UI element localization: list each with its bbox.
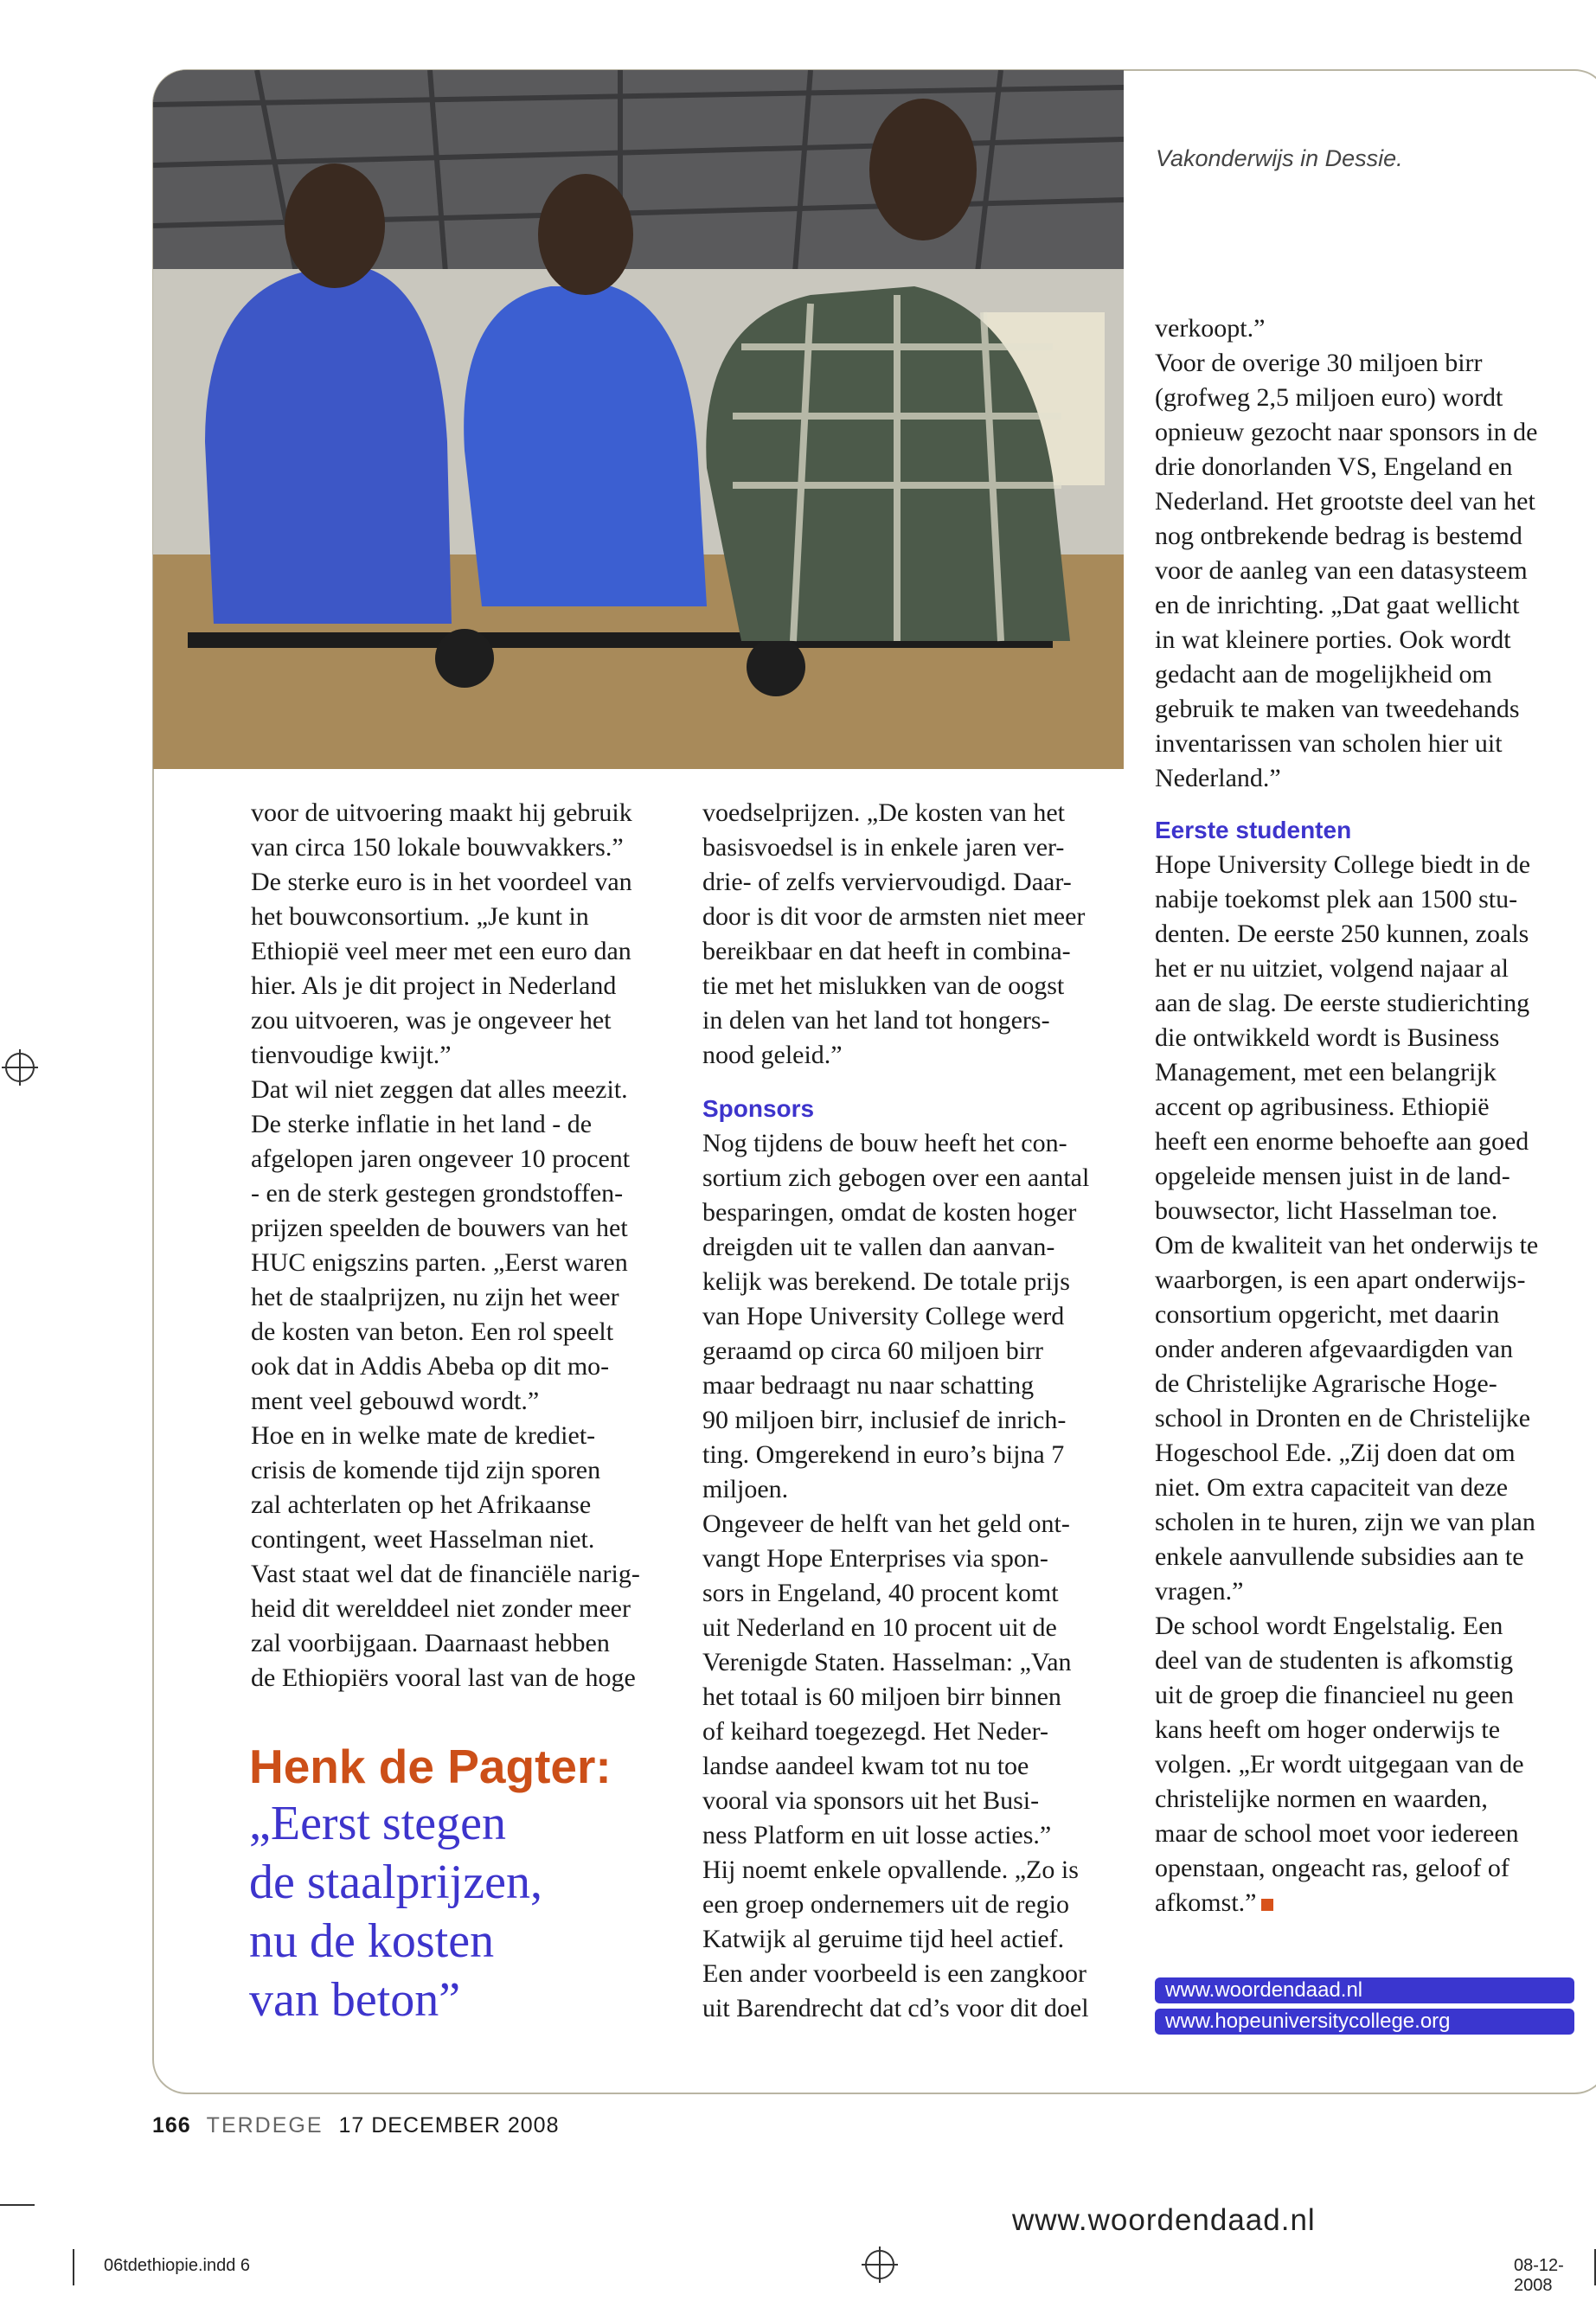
text-line: Voor de overige 30 miljoen birr [1155,349,1483,377]
text-line: vragen.” [1155,1577,1244,1606]
text-line: voor de aanleg van een datasysteem [1155,556,1528,585]
text-line: in wat kleinere porties. Ook wordt [1155,625,1511,654]
text-line: Vast staat wel dat de financiële narig- [251,1560,640,1588]
text-line: De sterke euro is in het voordeel van [251,868,632,896]
text-line: Hoe en in welke mate de krediet- [251,1421,596,1450]
text-line: contingent, weet Hasselman niet. [251,1525,595,1554]
text-line: consortium opgericht, met daarin [1155,1300,1500,1329]
text-line: het totaal is 60 miljoen birr binnen [702,1682,1061,1711]
text-line: bereikbaar en dat heeft in combina- [702,937,1071,965]
text-line: opgeleide mensen juist in de land- [1155,1162,1510,1190]
text-line: afkomst.” [1155,1888,1257,1917]
text-line: tienvoudige kwijt.” [251,1041,452,1069]
link-hopeuniversitycollege[interactable]: www.hopeuniversitycollege.org [1155,2009,1574,2035]
text-line: gebruik te maken van tweedehands [1155,695,1520,723]
quote-line: nu de kosten [249,1914,495,1968]
registration-mark-icon [865,2250,894,2279]
text-line: Ethiopië veel meer met een euro dan [251,937,631,965]
text-line: zou uitvoeren, was je ongeveer het [251,1006,612,1035]
page-number: 166 [152,2113,191,2138]
text-line: afgelopen jaren ongeveer 10 procent [251,1144,631,1173]
pull-quote [249,1739,699,2029]
text-line: sortium zich gebogen over een aantal [702,1163,1090,1192]
text-line: scholen in te huren, zijn we van plan [1155,1508,1535,1536]
text-line: Verenigde Staten. Hasselman: „Van [702,1648,1072,1676]
spacer [1155,796,1579,813]
text-line: accent op agribusiness. Ethiopië [1155,1093,1490,1121]
link-woordendaad[interactable]: www.woordendaad.nl [1155,1977,1574,2003]
text-line: van circa 150 lokale bouwvakkers.” [251,833,624,862]
text-line-last [1155,1886,1579,1920]
column-1 [251,796,683,1695]
text-line: de Christelijke Agrarische Hoge- [1155,1369,1497,1398]
crop-mark [73,2249,74,2285]
text-line: zal achterlaten op het Afrikaanse [251,1490,592,1519]
article-photo [153,70,1124,769]
text-line: vangt Hope Enterprises via spon- [702,1544,1048,1573]
text-line: Hogeschool Ede. „Zij doen dat om [1155,1439,1516,1467]
heading-eerste-studenten: Eerste studenten [1155,817,1352,843]
text-line: De school wordt Engelstalig. Een [1155,1612,1503,1640]
text-line: het er nu uitziet, volgend najaar al [1155,954,1509,983]
text-line: geraamd op circa 60 miljoen birr [702,1336,1044,1365]
text-line: Nederland.” [1155,764,1281,792]
text-line: Management, met een belangrijk [1155,1058,1497,1086]
text-line: hier. Als je dit project in Nederland [251,971,617,1000]
text-line: besparingen, omdat de kosten hoger [702,1198,1077,1227]
text-line: verkoopt.” [1155,314,1266,343]
text-line: Hij noemt enkele opvallende. „Zo is [702,1856,1079,1884]
text-line: ment veel gebouwd wordt.” [251,1387,540,1415]
text-line: - en de sterk gestegen grondstoffen- [251,1179,624,1208]
text-line: HUC enigszins parten. „Eerst waren [251,1248,628,1277]
text-line: in delen van het land tot hongers- [702,1006,1050,1035]
text-line: Katwijk al geruime tijd heel actief. [702,1925,1065,1953]
text-line: Nog tijdens de bouw heeft het con- [702,1129,1067,1157]
text-line: aan de slag. De eerste studierichting [1155,989,1530,1017]
text-line: denten. De eerste 250 kunnen, zoals [1155,920,1529,948]
text-line: waarborgen, is een apart onderwijs- [1155,1266,1526,1294]
text-line: christelijke normen en waarden, [1155,1785,1488,1813]
crop-mark [0,2204,35,2206]
text-line: door is dit voor de armsten niet meer [702,902,1086,931]
text-line: nog ontbrekende bedrag is bestemd [1155,522,1522,550]
text-line: onder anderen afgevaardigden van [1155,1335,1513,1363]
text-line: volgen. „Er wordt uitgegaan van de [1155,1750,1524,1779]
text-line: openstaan, ongeacht ras, geloof of [1155,1854,1509,1882]
text-line: uit Nederland en 10 procent uit de [702,1613,1057,1642]
text-line: kans heeft om hoger onderwijs te [1155,1715,1501,1744]
text-line: die ontwikkeld wordt is Business [1155,1023,1500,1052]
text-line: landse aandeel kwam tot nu toe [702,1752,1029,1780]
text-line: crisis de komende tijd zijn sporen [251,1456,601,1484]
text-line: uit Barendrecht dat cd’s voor dit doel [702,1994,1089,2022]
text-line: de kosten van beton. Een rol speelt [251,1317,614,1346]
link-boxes [1155,1977,1574,2040]
magazine-name: TERDEGE [206,2113,324,2138]
text-line: het de staalprijzen, nu zijn het weer [251,1283,619,1311]
text-line: prijzen speelden de bouwers van het [251,1214,628,1242]
text-line: dreigden uit te vallen dan aanvan- [702,1233,1055,1261]
text-line: of keihard toegezegd. Het Neder- [702,1717,1049,1746]
text-line: ook dat in Addis Abeba op dit mo- [251,1352,610,1381]
text-line: 90 miljoen birr, inclusief de inrich- [702,1406,1067,1434]
text-line: zal voorbijgaan. Daarnaast hebben [251,1629,610,1657]
quote-author: Henk de Pagter: [249,1740,612,1793]
text-line: uit de groep die financieel nu geen [1155,1681,1514,1709]
text-line: vooral via sponsors uit het Busi- [702,1786,1040,1815]
text-line: drie donorlanden VS, Engeland en [1155,452,1513,481]
text-line: een groep ondernemers uit de regio [702,1890,1069,1919]
page-footer [152,2113,560,2138]
text-line: de Ethiopiërs vooral last van de hoge [251,1663,636,1692]
quote-line: de staalprijzen, [249,1856,542,1909]
text-line: Een ander voorbeeld is een zangkoor [702,1959,1086,1988]
text-line: De sterke inflatie in het land - de [251,1110,593,1138]
text-line: Dat wil niet zeggen dat alles meezit. [251,1075,628,1104]
text-line: school in Dronten en de Christelijke [1155,1404,1531,1433]
photo-caption: Vakonderwijs in Dessie. [1156,145,1403,171]
text-line: niet. Om extra capaciteit van deze [1155,1473,1509,1502]
text-line: Hope University College biedt in de [1155,850,1531,879]
text-line: heeft een enorme behoefte aan goed [1155,1127,1529,1156]
text-line: opnieuw gezocht naar sponsors in de [1155,418,1538,446]
text-line: drie- of zelfs verviervoudigd. Daar- [702,868,1072,896]
text-line: maar de school moet voor iedereen [1155,1819,1519,1848]
text-line: Ongeveer de helft van het geld ont- [702,1509,1070,1538]
text-line: ness Platform en uit losse acties.” [702,1821,1052,1849]
registration-mark-icon [5,1053,35,1082]
text-line: inventarissen van scholen hier uit [1155,729,1503,758]
text-line: ting. Omgerekend in euro’s bijna 7 [702,1440,1065,1469]
text-line: en de inrichting. „Dat gaat wellicht [1155,591,1520,619]
text-line: heid dit werelddeel niet zonder meer [251,1594,631,1623]
text-line: sors in Engeland, 40 procent komt [702,1579,1059,1607]
text-line: miljoen. [702,1475,789,1503]
heading-sponsors: Sponsors [702,1095,815,1122]
issue-date: 17 DECEMBER 2008 [338,2113,560,2138]
slug-date: 08-12-2008 [1514,2256,1564,2295]
text-line: tie met het mislukken van de oogst [702,971,1065,1000]
text-line: enkele aanvullende subsidies aan te [1155,1542,1524,1571]
text-line: nabije toekomst plek aan 1500 stu- [1155,885,1518,913]
text-line: Nederland. Het grootste deel van het [1155,487,1535,516]
end-mark-icon [1261,1899,1273,1911]
text-line: voor de uitvoering maakt hij gebruik [251,798,632,827]
slug-file: 06tdethiopie.indd 6 [104,2256,251,2275]
column-3 [1155,311,1579,1920]
text-line: bouwsector, licht Hasselman toe. [1155,1196,1498,1225]
text-line: het bouwconsortium. „Je kunt in [251,902,589,931]
text-line: nood geleid.” [702,1041,843,1069]
text-line: basisvoedsel is in enkele jaren ver- [702,833,1065,862]
column-2 [702,796,1135,2026]
text-line: gedacht aan de mogelijkheid om [1155,660,1492,689]
text-line: deel van de studenten is afkomstig [1155,1646,1514,1675]
quote-line: „Eerst stegen [249,1797,506,1850]
quote-line: van beton” [249,1973,461,2027]
text-line: maar bedraagt nu naar schatting [702,1371,1035,1400]
text-line: Om de kwaliteit van het onderwijs te [1155,1231,1539,1259]
text-line: (grofweg 2,5 miljoen euro) wordt [1155,383,1503,412]
spacer [702,1073,1135,1092]
website-url[interactable]: www.woordendaad.nl [1012,2203,1316,2237]
text-line: voedselprijzen. „De kosten van het [702,798,1066,827]
text-line: van Hope University College werd [702,1302,1065,1330]
text-line: kelijk was berekend. De totale prijs [702,1267,1070,1296]
